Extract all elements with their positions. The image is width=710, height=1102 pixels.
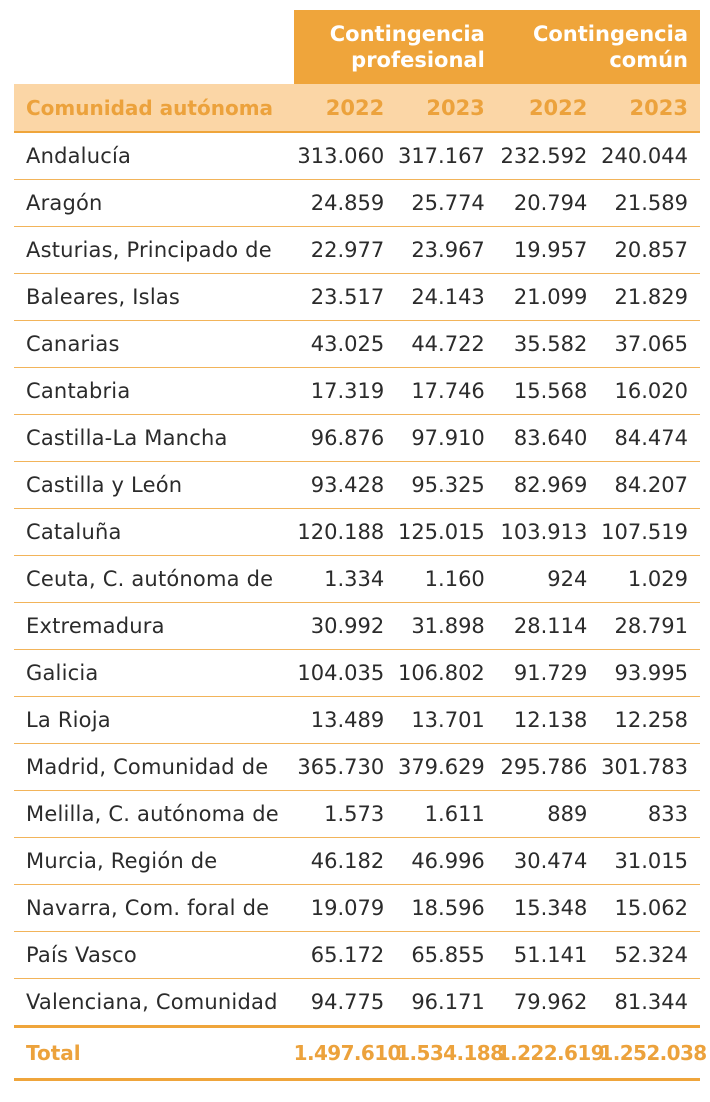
group-header-comun (497, 10, 700, 84)
table-row (14, 979, 700, 1027)
value-cell: 24.859 (294, 180, 397, 227)
table-row (14, 791, 700, 838)
value-cell: 23.967 (396, 227, 497, 274)
region-name: Madrid, Comunidad de (14, 744, 294, 791)
value-cell: 21.589 (599, 180, 700, 227)
value-cell: 1.029 (599, 556, 700, 603)
value-cell: 125.015 (396, 509, 497, 556)
value-cell: 17.319 (294, 368, 397, 415)
value-cell: 15.062 (599, 885, 700, 932)
value-cell: 103.913 (497, 509, 600, 556)
value-cell: 30.992 (294, 603, 397, 650)
region-name: Extremadura (14, 603, 294, 650)
value-cell: 93.428 (294, 462, 397, 509)
total-value: 1.534.188 (396, 1027, 497, 1080)
value-cell: 28.114 (497, 603, 600, 650)
region-name: Castilla y León (14, 462, 294, 509)
region-name: Valenciana, Comunidad (14, 979, 294, 1027)
value-cell: 232.592 (497, 132, 600, 180)
table-row (14, 415, 700, 462)
value-cell: 15.568 (497, 368, 600, 415)
region-name: Ceuta, C. autónoma de (14, 556, 294, 603)
group-header-line: profesional (351, 48, 485, 72)
region-name: Andalucía (14, 132, 294, 180)
value-cell: 31.898 (396, 603, 497, 650)
value-cell: 20.857 (599, 227, 700, 274)
value-cell: 79.962 (497, 979, 600, 1027)
value-cell: 317.167 (396, 132, 497, 180)
value-cell: 889 (497, 791, 600, 838)
value-cell: 20.794 (497, 180, 600, 227)
table-row (14, 321, 700, 368)
region-name: Navarra, Com. foral de (14, 885, 294, 932)
value-cell: 82.969 (497, 462, 600, 509)
table-row (14, 368, 700, 415)
region-name: Cataluña (14, 509, 294, 556)
table-row (14, 838, 700, 885)
value-cell: 12.258 (599, 697, 700, 744)
value-cell: 19.957 (497, 227, 600, 274)
value-cell: 44.722 (396, 321, 497, 368)
value-cell: 301.783 (599, 744, 700, 791)
value-cell: 83.640 (497, 415, 600, 462)
value-cell: 97.910 (396, 415, 497, 462)
value-cell: 65.855 (396, 932, 497, 979)
table-row (14, 744, 700, 791)
value-cell: 91.729 (497, 650, 600, 697)
row-header-label: Comunidad autónoma (14, 84, 294, 132)
value-cell: 104.035 (294, 650, 397, 697)
value-cell: 924 (497, 556, 600, 603)
value-cell: 18.596 (396, 885, 497, 932)
value-cell: 52.324 (599, 932, 700, 979)
value-cell: 13.701 (396, 697, 497, 744)
value-cell: 23.517 (294, 274, 397, 321)
value-cell: 1.573 (294, 791, 397, 838)
group-header-line: común (609, 48, 688, 72)
table-row (14, 932, 700, 979)
table-row (14, 650, 700, 697)
value-cell: 379.629 (396, 744, 497, 791)
value-cell: 93.995 (599, 650, 700, 697)
table-row (14, 274, 700, 321)
value-cell: 833 (599, 791, 700, 838)
value-cell: 17.746 (396, 368, 497, 415)
value-cell: 295.786 (497, 744, 600, 791)
region-name: Canarias (14, 321, 294, 368)
group-header-line: Contingencia (532, 22, 688, 46)
value-cell: 94.775 (294, 979, 397, 1027)
value-cell: 30.474 (497, 838, 600, 885)
total-value: 1.222.619 (497, 1027, 600, 1080)
region-name: Murcia, Región de (14, 838, 294, 885)
value-cell: 24.143 (396, 274, 497, 321)
region-name: Cantabria (14, 368, 294, 415)
value-cell: 28.791 (599, 603, 700, 650)
value-cell: 12.138 (497, 697, 600, 744)
total-row (14, 1027, 700, 1080)
table-row (14, 697, 700, 744)
value-cell: 313.060 (294, 132, 397, 180)
year-header: 2022 (497, 84, 600, 132)
table-row (14, 603, 700, 650)
value-cell: 15.348 (497, 885, 600, 932)
group-header-row (14, 10, 700, 84)
value-cell: 16.020 (599, 368, 700, 415)
region-name: La Rioja (14, 697, 294, 744)
year-header-row (14, 84, 700, 132)
region-name: Castilla-La Mancha (14, 415, 294, 462)
total-value: 1.497.610 (294, 1027, 397, 1080)
value-cell: 365.730 (294, 744, 397, 791)
value-cell: 43.025 (294, 321, 397, 368)
data-table (14, 10, 707, 1081)
table-row (14, 556, 700, 603)
table-body (14, 132, 700, 1027)
value-cell: 19.079 (294, 885, 397, 932)
table-row (14, 132, 700, 180)
value-cell: 51.141 (497, 932, 600, 979)
region-name: Asturias, Principado de (14, 227, 294, 274)
value-cell: 120.188 (294, 509, 397, 556)
value-cell: 21.829 (599, 274, 700, 321)
value-cell: 107.519 (599, 509, 700, 556)
year-header: 2022 (294, 84, 397, 132)
value-cell: 31.015 (599, 838, 700, 885)
value-cell: 106.802 (396, 650, 497, 697)
region-name: Melilla, C. autónoma de (14, 791, 294, 838)
value-cell: 240.044 (599, 132, 700, 180)
total-value: 1.252.038 (599, 1027, 700, 1080)
value-cell: 22.977 (294, 227, 397, 274)
value-cell: 46.182 (294, 838, 397, 885)
value-cell: 35.582 (497, 321, 600, 368)
value-cell: 13.489 (294, 697, 397, 744)
region-name: País Vasco (14, 932, 294, 979)
table-row (14, 885, 700, 932)
group-header-line: Contingencia (329, 22, 485, 46)
value-cell: 96.171 (396, 979, 497, 1027)
total-label: Total (14, 1027, 294, 1080)
region-name: Aragón (14, 180, 294, 227)
year-header: 2023 (599, 84, 700, 132)
table-row (14, 227, 700, 274)
value-cell: 84.207 (599, 462, 700, 509)
value-cell: 65.172 (294, 932, 397, 979)
corner-cell (14, 10, 294, 84)
region-name: Baleares, Islas (14, 274, 294, 321)
value-cell: 46.996 (396, 838, 497, 885)
value-cell: 1.611 (396, 791, 497, 838)
value-cell: 21.099 (497, 274, 600, 321)
value-cell: 1.160 (396, 556, 497, 603)
region-name: Galicia (14, 650, 294, 697)
value-cell: 96.876 (294, 415, 397, 462)
value-cell: 95.325 (396, 462, 497, 509)
value-cell: 37.065 (599, 321, 700, 368)
value-cell: 1.334 (294, 556, 397, 603)
table-row (14, 180, 700, 227)
year-header: 2023 (396, 84, 497, 132)
table-row (14, 509, 700, 556)
value-cell: 84.474 (599, 415, 700, 462)
value-cell: 25.774 (396, 180, 497, 227)
table-row (14, 462, 700, 509)
group-header-profesional (294, 10, 497, 84)
value-cell: 81.344 (599, 979, 700, 1027)
